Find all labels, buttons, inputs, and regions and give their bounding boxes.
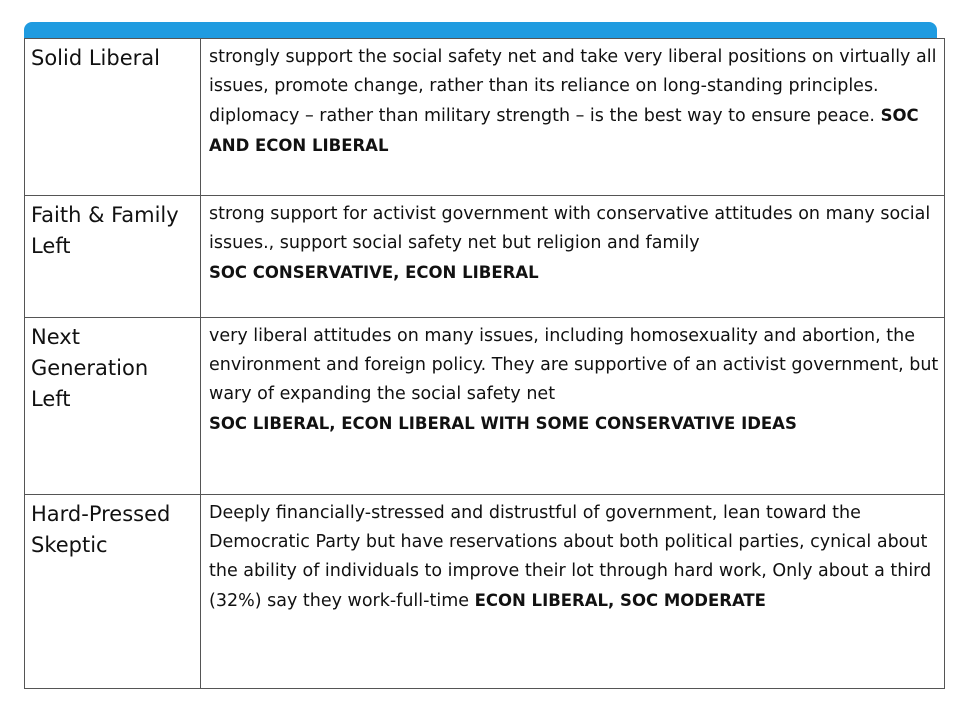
table-row (25, 318, 945, 495)
ideology-tag: SOC AND ECON LIBERAL (209, 106, 919, 155)
description-cell (201, 39, 945, 196)
group-name: Faith & Family Left (31, 203, 179, 258)
group-name-cell (25, 495, 201, 689)
table-row (25, 39, 945, 196)
ideology-tag: SOC CONSERVATIVE, ECON LIBERAL (209, 263, 539, 282)
group-description: Deeply financially-stressed and distrustful of government, lean toward the Democratic Party but have reservations about both political parties, cynical about the ability of individuals to improve their lot through hard work, Only about a third (32%) say they work-full-time (209, 503, 932, 611)
group-description: strongly support the social safety net and take very liberal positions on virtually all issues, promote change, rather than its reliance on long-standing principles. diplomacy – rather than military strength – is the best way to ensure peace. (209, 47, 937, 126)
group-name-cell (25, 318, 201, 495)
group-name: Hard-Pressed Skeptic (31, 502, 171, 557)
table-row (25, 495, 945, 689)
ideology-tag: ECON LIBERAL, SOC MODERATE (474, 591, 766, 610)
group-name-cell (25, 39, 201, 196)
description-cell (201, 196, 945, 318)
group-description: strong support for activist government with conservative attitudes on many social issues., support social safety net but religion and family (209, 204, 931, 253)
title-bar (24, 22, 937, 39)
group-name: Next Generation Left (31, 325, 149, 411)
group-name: Solid Liberal (31, 46, 160, 70)
description-cell (201, 318, 945, 495)
description-cell (201, 495, 945, 689)
group-name-cell (25, 196, 201, 318)
typology-table (24, 38, 945, 689)
table-row (25, 196, 945, 318)
group-description: very liberal attitudes on many issues, including homosexuality and abortion, the environment and foreign policy. They are supportive of an activist government, but wary of expanding the social safety net (209, 326, 939, 404)
ideology-tag: SOC LIBERAL, ECON LIBERAL WITH SOME CONSERVATIVE IDEAS (209, 414, 797, 433)
